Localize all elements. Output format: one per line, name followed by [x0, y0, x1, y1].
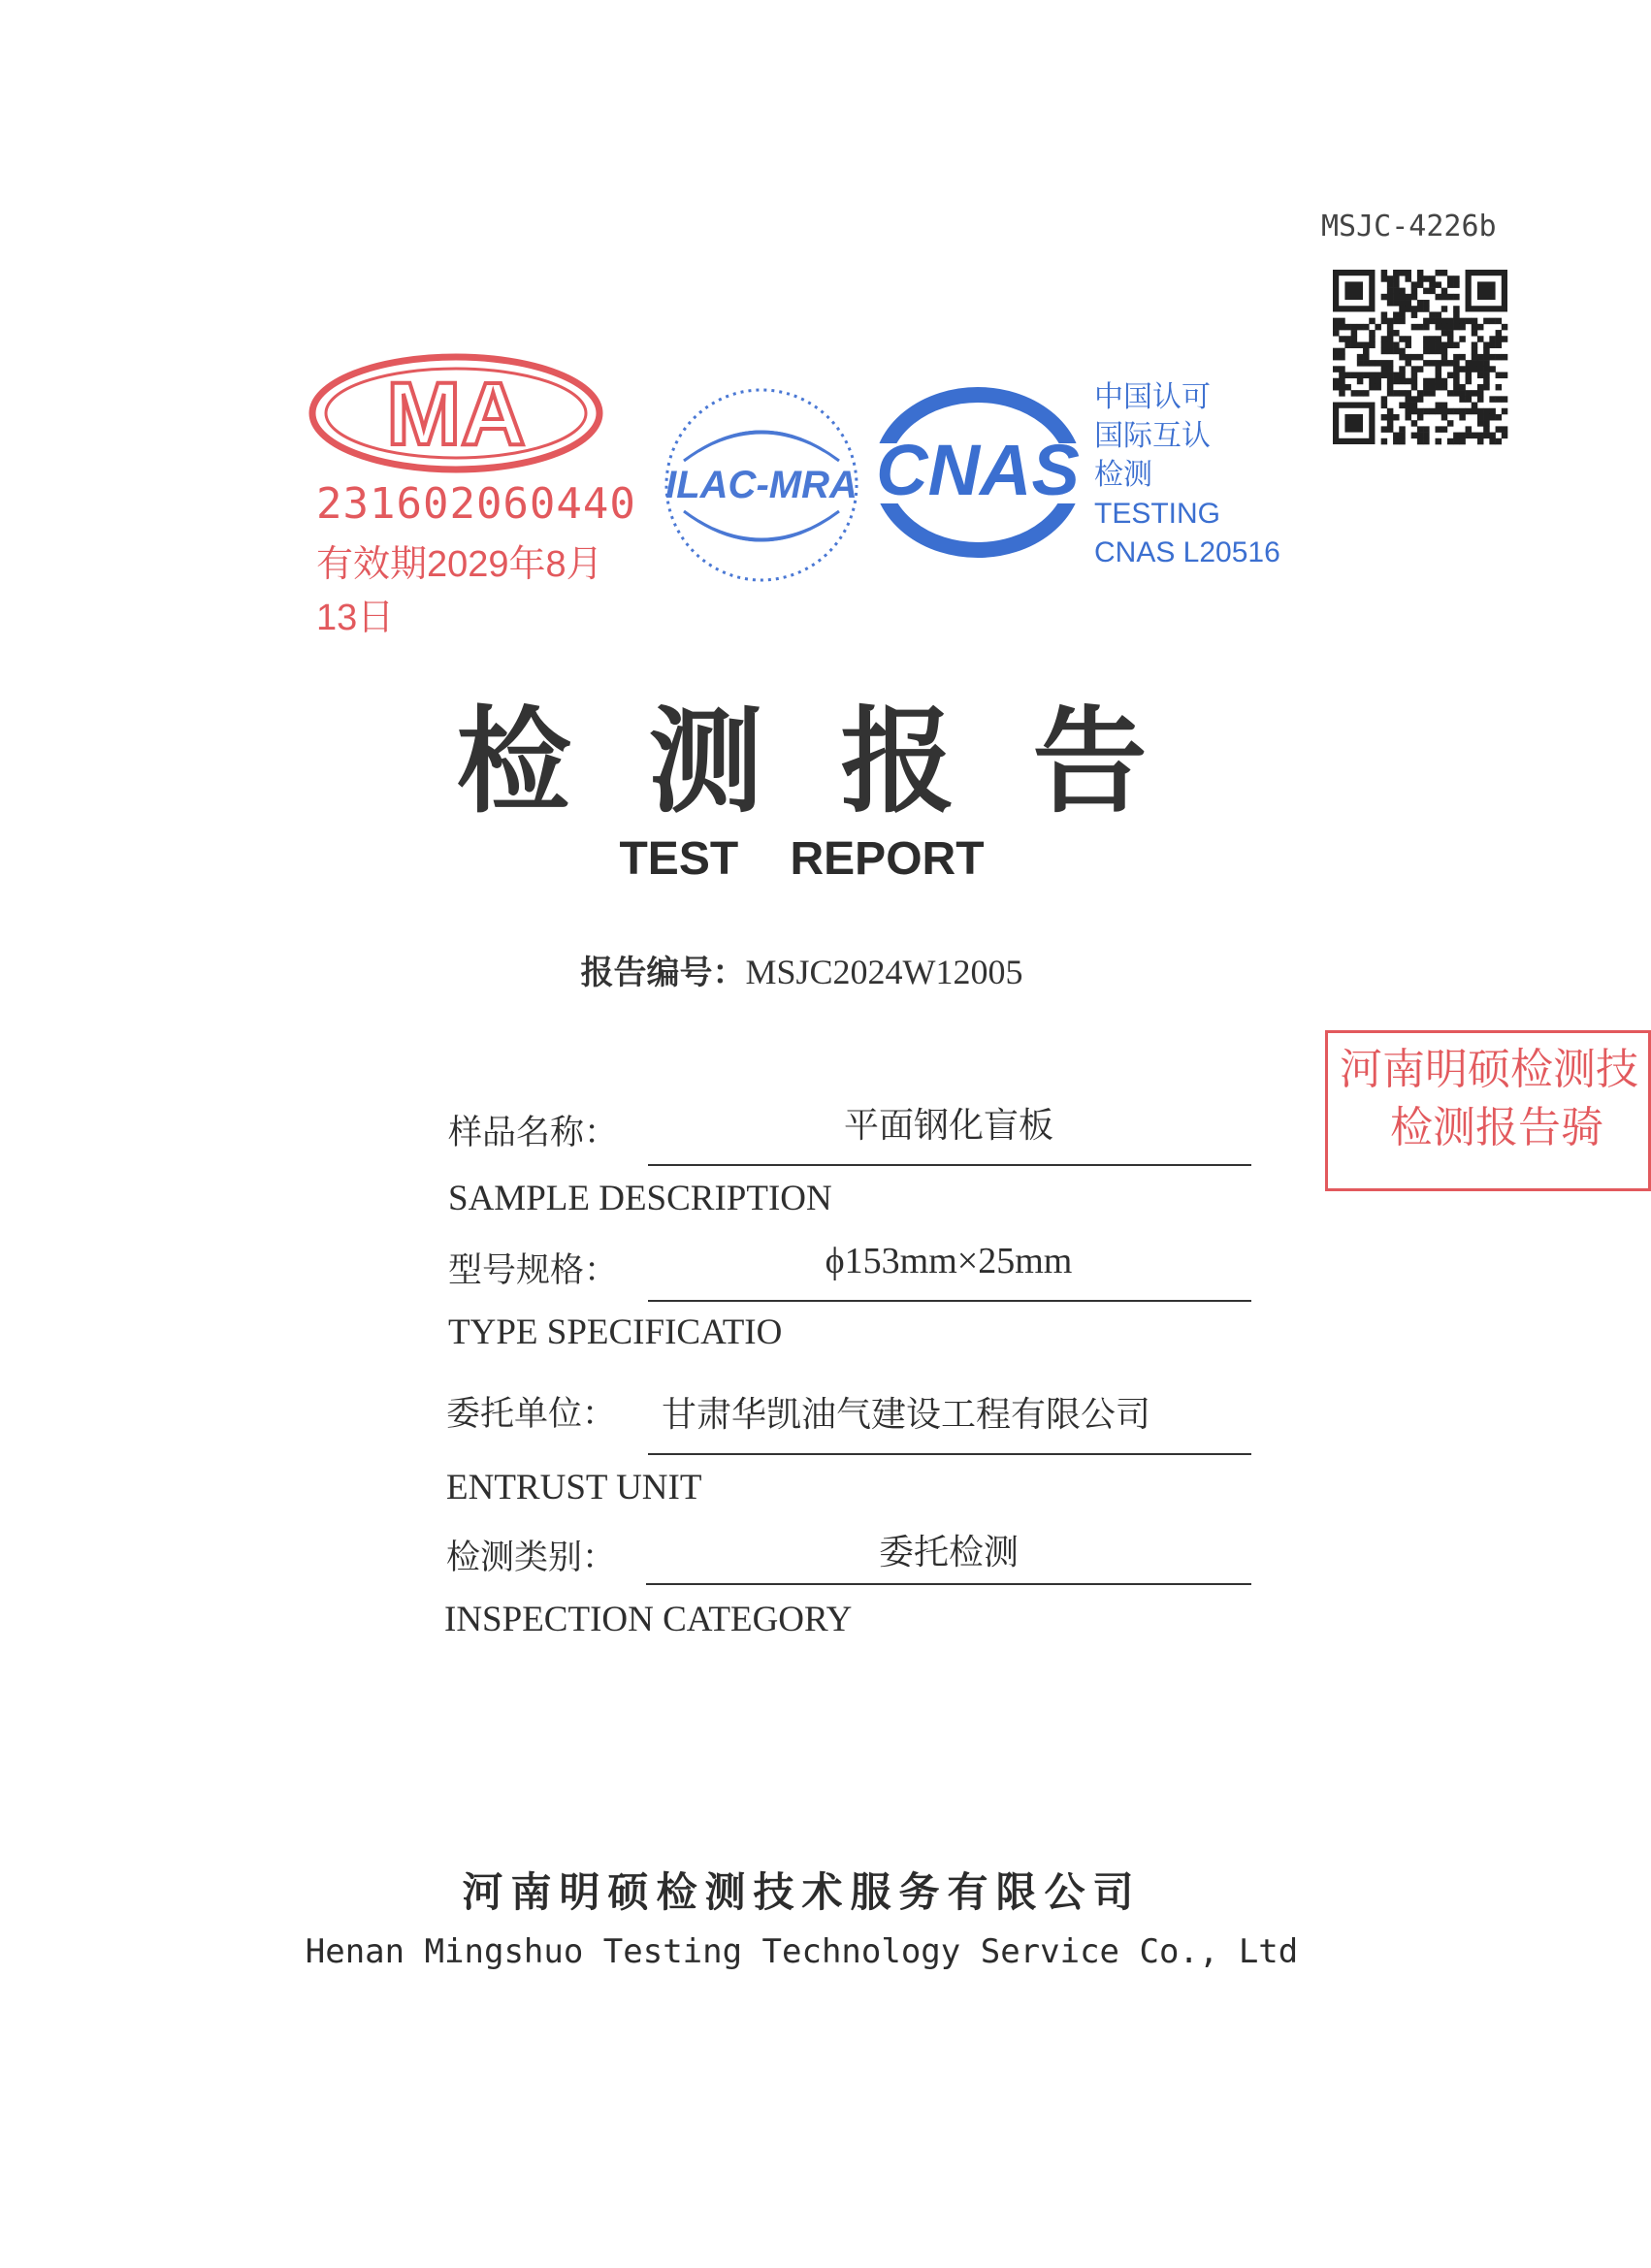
category-label: 检测类别： [446, 1539, 617, 1577]
seam-stamp [1325, 1030, 1651, 1191]
model-value: ϕ153mm×25mm [825, 1241, 1073, 1281]
model-label-en: TYPE SPECIFICATIO [448, 1312, 783, 1352]
seam-stamp-line2: 检测报告骑 [1390, 1104, 1603, 1151]
accreditation-line: TESTING [1094, 498, 1221, 530]
report-title-en: TEST REPORT [619, 833, 985, 885]
report-number [0, 946, 1603, 993]
model-label: 型号规格： [448, 1251, 619, 1290]
ilac-text: ILAC-MRA [665, 464, 858, 506]
cma-mark: MA [386, 365, 526, 464]
model-underline [648, 1300, 1251, 1302]
document-code: MSJC-4226b [1321, 210, 1497, 243]
category-label-en: INSPECTION CATEGORY [444, 1600, 853, 1639]
report-number-label: 报告编号： [580, 954, 746, 992]
cnas-logo-icon [863, 383, 1096, 567]
client-value: 甘肃华凯油气建设工程有限公司 [662, 1395, 1151, 1435]
category-underline [646, 1583, 1251, 1585]
sample-label: 样品名称： [448, 1114, 619, 1152]
cnas-logo-text: CNAS [876, 430, 1080, 510]
cma-stamp [310, 347, 636, 638]
accreditation-line: 检测 [1094, 459, 1152, 491]
client-underline [648, 1453, 1251, 1455]
seam-stamp-line1: 河南明硕检测技 [1340, 1046, 1638, 1093]
accreditation-line: 中国认可 [1094, 381, 1211, 413]
sample-label-en: SAMPLE DESCRIPTION [448, 1179, 832, 1218]
report-title-cn: 检测报告 [456, 694, 1225, 828]
category-value: 委托检测 [878, 1533, 1019, 1572]
company-name-en: Henan Mingshuo Testing Technology Service Co., Ltd [305, 1932, 1299, 1971]
client-label: 委托单位： [446, 1395, 617, 1434]
cma-stamp-icon [310, 347, 631, 478]
accreditation-text [1094, 378, 1280, 572]
report-number-value: MSJC2024W12005 [745, 953, 1023, 991]
ilac-mra-logo-icon [660, 383, 863, 587]
accreditation-line: 国际互认 [1094, 420, 1211, 452]
client-label-en: ENTRUST UNIT [446, 1468, 702, 1507]
qr-code-icon [1333, 270, 1507, 444]
cma-number: 231602060440 [316, 479, 636, 529]
sample-value: 平面钢化盲板 [843, 1106, 1053, 1146]
sample-underline [648, 1164, 1251, 1166]
accreditation-line: CNAS L20516 [1094, 536, 1280, 568]
cma-validity: 有效期2029年8月13日 [316, 544, 603, 638]
company-name-cn: 河南明硕检测技术服务有限公司 [462, 1868, 1142, 1916]
